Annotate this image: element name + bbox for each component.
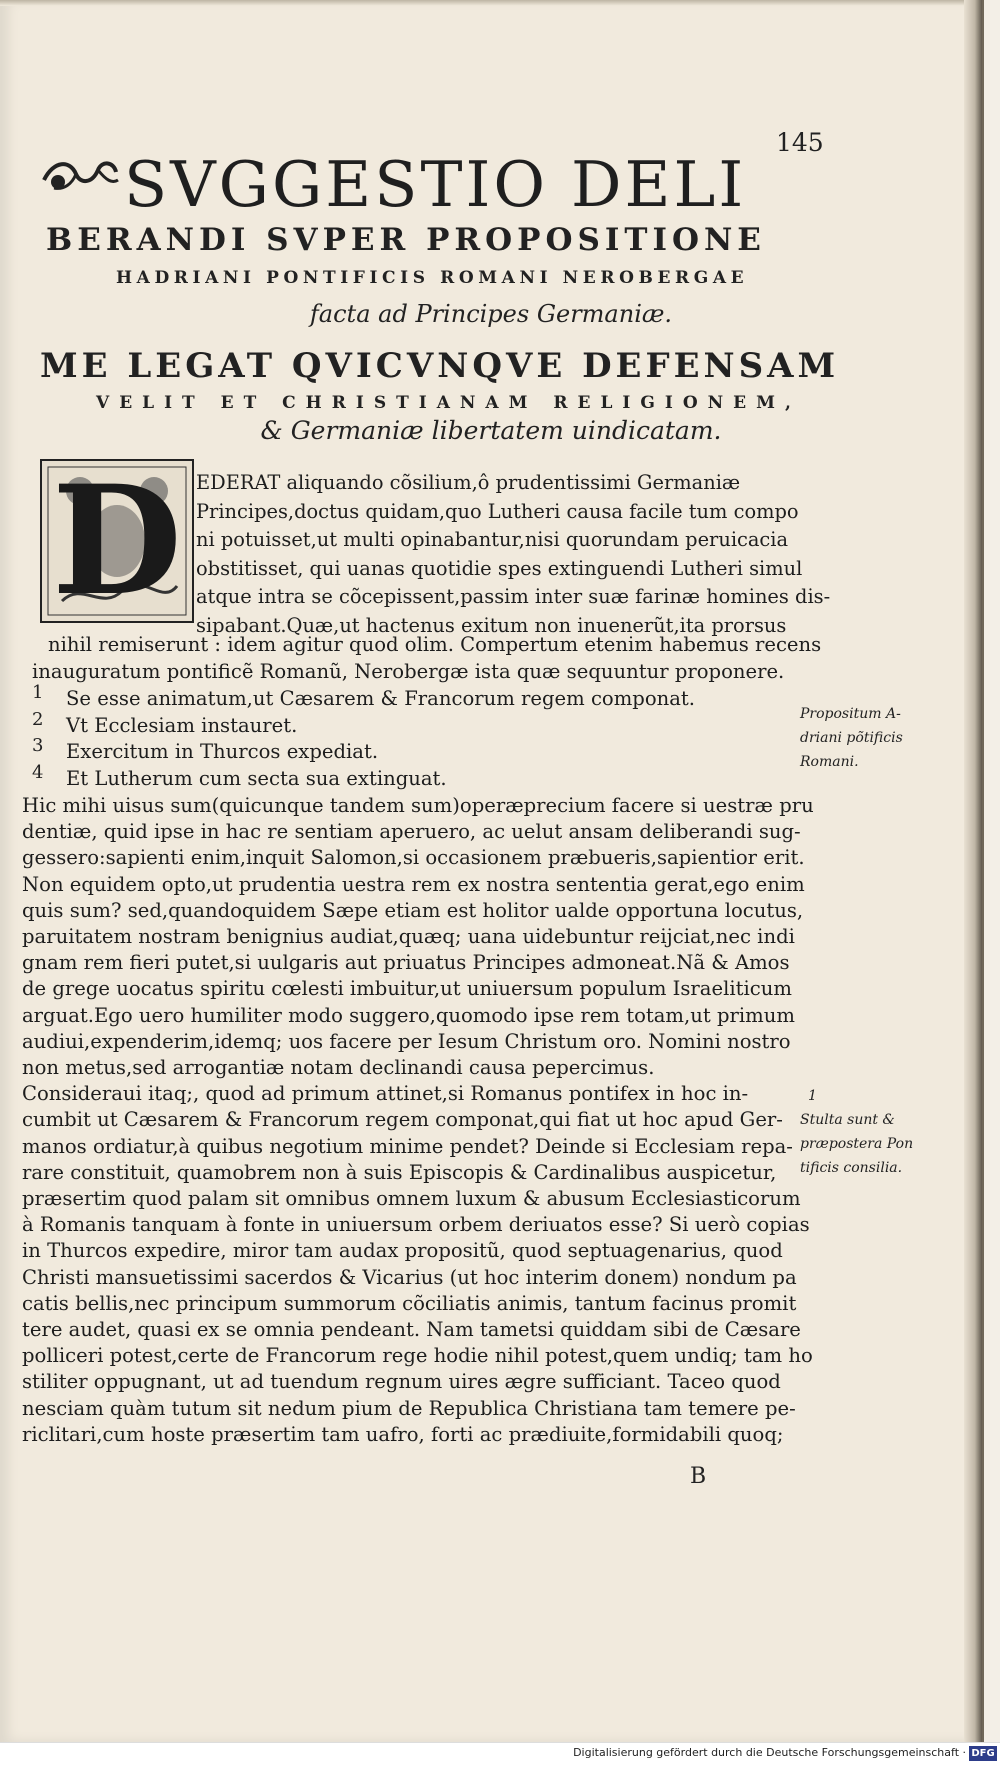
margin-note-1-line-1: Propositum A- (800, 706, 901, 722)
body-line: paruitatem nostram benignius audiat,quæq; uana uidebuntur reijciat,nec indi (22, 925, 795, 948)
body-line: Hic mihi uisus sum(quicunque tandem sum)operæprecium facere si uestræ pru (22, 794, 814, 817)
body-line: Christi mansuetissimi sacerdos & Vicarius (ut hoc interim donem) nondum pa (22, 1265, 797, 1289)
body-line: inauguratum pontificẽ Romanũ, Nerobergæ ista quæ sequuntur proponere. (32, 660, 785, 683)
body-line: gessero:sapienti enim,inquit Salomon,si occasionem præbueris,sapientior erit. (22, 846, 805, 870)
title-line-1: SVGGESTIO DELI (124, 148, 747, 221)
margin-note-2-number: 1 (808, 1088, 817, 1104)
page-number: 145 (776, 128, 824, 157)
body-line: Consideraui itaq;, quod ad primum attinet,si Romanus pontifex in hoc in- (22, 1082, 749, 1106)
body-line: Se esse animatum,ut Cæsarem & Francorum regem componat. (66, 687, 696, 710)
page-fore-edge (964, 0, 982, 1742)
body-line: cumbit ut Cæsarem & Francorum regem componat,qui fiat ut hoc apud Ger- (22, 1108, 783, 1132)
body-line: obstitisset, qui uanas quotidie spes extinguendi Lutheri simul (196, 556, 803, 580)
margin-note-2-line-1: Stulta sunt & (800, 1112, 895, 1128)
body-line: audiui,expenderim,idemq; uos facere per Iesum Christum oro. Nomini nostro (22, 1029, 791, 1053)
title-line-2: BERANDI SVPER PROPOSITIONE (46, 222, 766, 258)
body-line: Vt Ecclesiam instauret. (66, 713, 298, 737)
margin-note-1-line-3: Romani. (800, 754, 859, 770)
body-line: riclitari,cum hoste præsertim tam uafro, forti ac prædiuite,formidabili quoq; (22, 1422, 784, 1446)
motto-line-3: & Germaniæ libertatem uindicatam. (260, 416, 722, 445)
page-top-edge (0, 0, 982, 6)
title-line-3: HADRIANI PONTIFICIS ROMANI NEROBERGAE (116, 268, 749, 288)
decorated-initial (40, 453, 194, 629)
list-number: 3 (32, 735, 44, 756)
margin-note-2 (800, 1108, 913, 1180)
body-line: catis bellis,nec principum summorum cõciliatis animis, tantum facinus promit (22, 1291, 797, 1315)
margin-note-2-line-2: præpostera Pon (800, 1136, 914, 1152)
body-line: præsertim quod palam sit omnibus omnem luxum & abusum Ecclesiasticorum (22, 1187, 801, 1210)
margin-note-2-line-3: tificis consilia. (800, 1160, 903, 1176)
motto-line-1: ME LEGAT QVICVNQVE DEFENSAM (40, 346, 840, 386)
body-line: stiliter oppugnant, ut ad tuendum regnum uires ægre sufficiant. Taceo quod (22, 1370, 781, 1394)
body-line: arguat.Ego uero humiliter modo suggero,quomodo ipse rem totam,ut primum (22, 1003, 795, 1027)
body-line: nesciam quàm tutum sit nedum pium de Republica Christiana tam temere pe- (22, 1396, 796, 1420)
body-line: à Romanis tanquam à fonte in uniuersum orbem deriuatos esse? Si uerò copias (22, 1213, 810, 1237)
fleuron-ornament-icon (40, 150, 120, 194)
body-line: ni potuisset,ut multi opinabantur,nisi quorundam peruicacia (196, 528, 789, 551)
footer-credit: Digitalisierung gefördert durch die Deutsche Forschungsgemeinschaft · (573, 1746, 966, 1759)
body-line: Et Lutherum cum secta sua extinguat. (66, 766, 447, 790)
body-line: dentiæ, quid ipse in hac re sentiam aperuero, ac uelut ansam deliberandi sug- (22, 820, 801, 844)
body-line: de grege uocatus spiritu cœlesti imbuitur,ut uniuersum populum Israeliticum (22, 977, 792, 1001)
list-number: 1 (32, 682, 44, 703)
dfg-logo: DFG (969, 1746, 997, 1761)
body-line: non metus,sed arrogantiæ notam declinandi causa pepercimus. (22, 1056, 655, 1079)
body-line: EDERAT aliquando cõsilium,ô prudentissimi Germaniæ (196, 471, 741, 494)
title-line-4: facta ad Principes Germaniæ. (309, 300, 673, 328)
margin-note-1 (800, 702, 903, 774)
body-line: manos ordiatur,à quibus negotium minime pendet? Deinde si Ecclesiam repa- (22, 1134, 793, 1158)
footer-bar (0, 1742, 1000, 1766)
signature-mark: B (690, 1464, 707, 1489)
body-line: atque intra se cõcepissent,passim inter suæ farinæ homines dis- (196, 585, 831, 608)
margin-note-1-line-2: driani põtificis (800, 730, 903, 746)
motto-line-2: VELIT ET CHRISTIANAM RELIGIONEM, (96, 393, 801, 413)
list-number: 2 (32, 708, 44, 730)
body-line: nihil remiserunt : idem agitur quod olim. Compertum etenim habemus recens (48, 633, 822, 656)
body-line: quis sum? sed,quandoquidem Sæpe etiam est holitor ualde opportuna locutus, (22, 898, 804, 922)
body-line: sipabant.Quæ,ut hactenus exitum non inuenerũt,ita prorsus (196, 613, 787, 637)
body-line: in Thurcos expedire, miror tam audax propositũ, quod septuagenarius, quod (22, 1239, 783, 1263)
body-line: Non equidem opto,ut prudentia uestra rem ex nostra sententia gerat,ego enim (22, 872, 805, 896)
body-line: Exercitum in Thurcos expediat. (66, 740, 379, 763)
list-number: 4 (32, 761, 44, 783)
initial-letter: D (51, 453, 183, 629)
body-line: gnam rem fieri putet,si uulgaris aut priuatus Principes admoneat.Nã & Amos (22, 951, 790, 975)
body-line: rare constituit, quamobrem non à suis Episcopis & Cardinalibus auspicetur, (22, 1160, 777, 1184)
body-line: tere audet, quasi ex se omnia pendeant. Nam tametsi quiddam sibi de Cæsare (22, 1318, 801, 1341)
body-line: polliceri potest,certe de Francorum rege hodie nihil potest,quem undiq; tam ho (22, 1344, 813, 1368)
body-line: Principes,doctus quidam,quo Lutheri causa facile tum compo (196, 499, 799, 523)
